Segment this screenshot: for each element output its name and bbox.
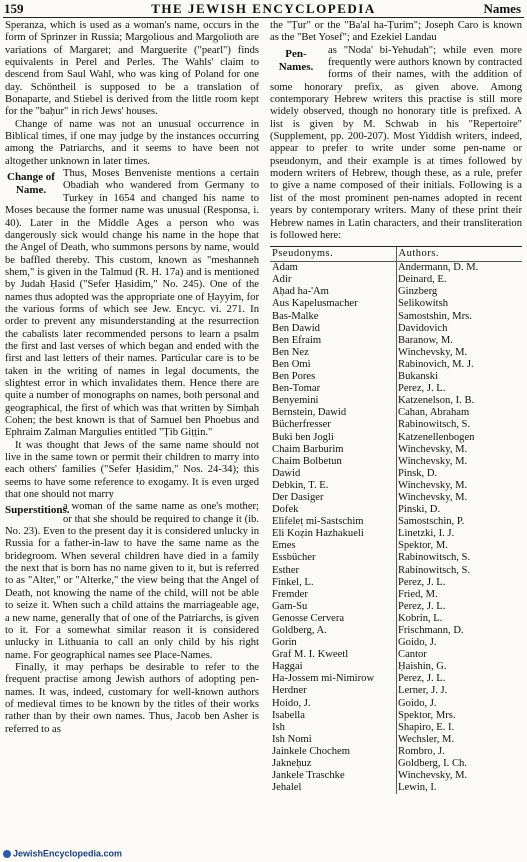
author-cell: Kobrin, L. [398, 612, 443, 624]
table-row [270, 323, 522, 335]
pseudonym-cell: Bücherfresser [272, 419, 331, 431]
pseudonym-cell: Bernstein, Dawid [272, 407, 347, 419]
table-row [270, 685, 522, 697]
sidenote-superstitions: Superstitions. [5, 504, 70, 517]
pseudonym-cell: Dofek [272, 504, 299, 516]
paragraph: Finally, it may perhaps be desirable to refer to the frequent practise among Jewish authors of adopting pen-names. It was, indeed, customary for well-known authors of medieval times to be known by the titles of their works rather than by their own names. Thus, Jacob ben Asher is referred to as [5, 661, 259, 735]
table-body [270, 262, 522, 794]
site-logo-icon [3, 850, 11, 858]
table-row [270, 601, 522, 613]
pseudonym-cell: Aḥad ha-'Am [272, 286, 329, 298]
table-row [270, 565, 522, 577]
table-row [270, 468, 522, 480]
table-header [270, 247, 522, 261]
pseudonym-cell: Ben Omi [272, 358, 311, 370]
author-cell: Winchevsky, M. [398, 443, 468, 455]
pseudonym-cell: Graf M. I. Kweetl [272, 649, 349, 661]
author-cell: Perez, J. L. [398, 383, 446, 395]
table-row [270, 359, 522, 371]
table-row [270, 758, 522, 770]
pseudonym-cell: Adir [272, 274, 292, 286]
author-cell: Ginzberg [398, 286, 438, 298]
author-cell: Samostschin, P. [398, 516, 465, 528]
pseudonym-cell: Hoido, J. [272, 697, 311, 709]
author-cell: Perez, J. L. [398, 673, 446, 685]
pseudonym-cell: Ish [272, 721, 285, 733]
pseudonym-cell: Der Dasiger [272, 491, 324, 503]
table-row [270, 637, 522, 649]
author-cell: Pinski, D. [398, 504, 441, 516]
table-row [270, 625, 522, 637]
table-row [270, 613, 522, 625]
pseudonym-cell: Genosse Cervera [272, 612, 345, 624]
pseudonym-cell: Jainkele Chochem [272, 745, 350, 757]
author-cell: Ḥaishin, G. [398, 661, 447, 673]
table-row [270, 552, 522, 564]
table-row [270, 286, 522, 298]
pseudonym-cell: Emes [272, 540, 296, 552]
pseudonym-cell: Adam [272, 262, 298, 274]
table-row [270, 383, 522, 395]
table-row [270, 589, 522, 601]
table-row [270, 456, 522, 468]
paragraph: as "Noda' bi-Yehudah"; while even more frequently were authors known by contracted forms of their names, with the addition of some honorary prefix, as given above. Among contemporary Hebrew writers this practise is still more widely observed, though no honorary title is prefixed. A list is given by M. Schwab in his "Repertoire" (Supplement, pp. 200-207). Most Yiddish writers, indeed, appear to prefer to write under some pen-name or pseudonym, and their example is at times followed by modern writers of Hebrew, though these, as a rule, prefer to give a name composed of their initials. Following is a list of the most prominent pen-names adopted in recent years by contemporary writers. Many of these print their Hebrew names in Latin characters, and their transliteration is followed here: [270, 44, 522, 241]
pen-names-table [270, 246, 522, 794]
author-cell: Rabinowitsch, S. [398, 564, 471, 576]
author-cell: Goido, J. [398, 637, 437, 649]
table-row [270, 516, 522, 528]
table-row [270, 782, 522, 794]
header-rule [3, 17, 524, 18]
pseudonym-cell: Ben Efraim [272, 334, 322, 346]
author-cell: Rabinowitsch, S. [398, 552, 471, 564]
author-cell: Winchevsky, M. [398, 491, 468, 503]
table-row [270, 444, 522, 456]
sidenote-pen-names: Pen-Names. [278, 47, 314, 73]
pseudonym-cell: Ben-Tomar [272, 383, 321, 395]
paragraph: the "Ṭur" or the "Ba'al ha-Ṭurim"; Joseph Caro is known as the "Bet Yosef"; and Ezekiel Landau [270, 20, 522, 44]
pseudonym-cell: Jakneḥuz [272, 758, 312, 770]
author-cell: Perez, J. L. [398, 576, 446, 588]
pseudonym-cell: Herdner [272, 685, 307, 697]
pseudonym-cell: Jankele Traschke [272, 770, 345, 782]
table-row [270, 734, 522, 746]
table-row [270, 710, 522, 722]
table-row [270, 395, 522, 407]
table-row [270, 673, 522, 685]
author-cell: Davidovich [398, 322, 448, 334]
author-cell: Frischmann, D. [398, 625, 464, 636]
pseudonym-cell: Ish Nomi [272, 733, 312, 745]
author-cell: Goldberg, I. Ch. [398, 758, 467, 770]
author-cell: Spektor, Mrs. [398, 709, 456, 721]
author-cell: Selikowitsh [398, 298, 449, 310]
author-cell: Andermann, D. M. [398, 262, 479, 274]
table-row [270, 335, 522, 347]
table-row [270, 347, 522, 359]
sidenote-change-of-name: Change of Name. [7, 171, 55, 197]
author-cell: Katzenelson, I. B. [398, 395, 475, 407]
pseudonym-cell: Finkel, L. [272, 576, 314, 588]
table-row [270, 419, 522, 431]
table-row [270, 661, 522, 673]
table-row [270, 262, 522, 274]
pseudonym-cell: Gam-Su [272, 600, 308, 612]
pseudonym-cell: Jehalel [272, 782, 302, 794]
pseudonym-cell: Elifeleṭ mi-Sastschim [272, 516, 364, 528]
author-cell: Rabinowitsch, S. [398, 419, 471, 431]
footer [0, 848, 122, 859]
author-cell: Lerner, J. J. [398, 685, 448, 697]
page-header [0, 0, 527, 18]
pseudonyms-header: Pseudonyms. [270, 247, 397, 261]
table-row [270, 371, 522, 383]
paragraph: Thus, Moses Benveniste mentions a certain Obadiah who wandered from Germany to Turkey in 1654 and changed his name to Moses because the former name was unusual (Responsa, i. 40). Later in the Middle Ages a person who was dangerously sick would change his name in the hope that the Angel of Death, who summons persons by name, would be baffled thereby. This custom, known as "meshanneh shem," is given in the Talmud (R. H. 17a) and is mentioned by Judah Ḥasid ("Sefer Ḥasidim," No. 245). One of the names thus adopted was the appropriate one of Ḥayyim, for the various forms of which see Jew. Encyc. vi. 271. In order to prevent any misunderstanding at the resurrection the cabalists later recommended persons to learn a psalm the first and last verses of which began and ended with the first and last letters of their names. Particular care is to be taken in the writing of names in legal documents, the slightest error in which invalidates them. Hence there are quite a number of monographs on names, both personal and geographical, the first of which was that written by Simḥah Cohen; the best known is that of Samuel ben Phoebus and Ephraim Zalman Margulies entitled "Ṭib Giṭṭin." [5, 168, 259, 439]
table-row [270, 492, 522, 504]
right-column [270, 20, 522, 794]
author-cell: Rabinovich, M. J. [398, 358, 474, 370]
table-row [270, 540, 522, 552]
table-row [270, 432, 522, 444]
pseudonym-cell: Ben Pores [272, 371, 316, 383]
pseudonym-cell: Esther [272, 564, 300, 576]
table-row [270, 722, 522, 734]
author-cell: Cantor [398, 649, 427, 661]
authors-header: Authors. [398, 248, 439, 260]
pseudonym-cell: Ben Dawid [272, 322, 320, 334]
pseudonym-cell: Chaim Barburim [272, 443, 344, 455]
table-row [270, 528, 522, 540]
paragraph: a woman of the same name as one's mother; or that she should be required to change it (ib. No. 23). Even to the present day it is considered unlucky in Russia for a father-in-law to have the same name as the bridegroom. When several children have died in a family the next that is born has no name given to it, but is referred to as "Alter," or "Alterke," the view being that the Angel of Death, not knowing the name of the child, will not be able to seize it. When such a child attains the marriageable age, a new name, generally that of one of the Patriarchs, is given to it. For a somewhat similar reason it is considered unlucky in Lithuania to call an only child by his right name. For geographical names see Place-Names. [5, 501, 259, 661]
running-title: THE JEWISH ENCYCLOPEDIA [151, 1, 376, 16]
pseudonym-cell: Ha-Jossem mi-Nimirow [272, 673, 375, 685]
table-row [270, 649, 522, 661]
table-row [270, 311, 522, 323]
author-cell: Winchevsky, M. [398, 455, 468, 467]
author-cell: Winchevsky, M. [398, 479, 468, 491]
table-row [270, 298, 522, 310]
author-cell: Fried, M. [398, 588, 438, 600]
author-cell: Shapiro, E. I. [398, 721, 455, 733]
pseudonym-cell: Bas-Malke [272, 310, 319, 322]
table-row [270, 504, 522, 516]
pseudonym-cell: Fremder [272, 588, 308, 600]
table-row [270, 480, 522, 492]
section-title: Names [483, 1, 521, 16]
table-row [270, 770, 522, 782]
pseudonym-cell: Gorin [272, 637, 297, 649]
author-cell: Pinsk, D. [398, 467, 438, 479]
pseudonym-cell: Essbücher [272, 552, 316, 564]
pseudonym-cell: Debkin, T. E. [272, 479, 329, 491]
author-cell: Winchevsky, M. [398, 770, 468, 782]
pseudonym-cell: Goldberg, A. [272, 625, 327, 636]
pseudonym-cell: Ben Nez [272, 346, 309, 358]
author-cell: Deinard, E. [398, 274, 447, 286]
pseudonym-cell: Chaim Bolbetun [272, 455, 342, 467]
table-row [270, 407, 522, 419]
pseudonym-cell: Haggai [272, 661, 303, 673]
table-row [270, 274, 522, 286]
author-cell: Perez, J. L. [398, 600, 446, 612]
author-cell: Spektor, M. [398, 540, 448, 552]
author-cell: Winchevsky, M. [398, 346, 468, 358]
pseudonym-cell: Aus Kapelusmacher [272, 298, 358, 310]
pseudonym-cell: Eli Koẓin Hazhakueli [272, 528, 364, 540]
author-cell: Katzenellenbogen [398, 431, 475, 443]
author-cell: Lewin, I. [398, 782, 437, 794]
paragraph: Change of name was not an unusual occurrence in Biblical times, if one may judge by the instances occurring among the Patriarchs, and it seems to have been not altogether unknown in later times. [5, 118, 259, 167]
author-cell: Goido, J. [398, 697, 437, 709]
author-cell: Bukanski [398, 371, 439, 383]
pseudonym-cell: Dawid [272, 467, 301, 479]
author-cell: Rombro, J. [398, 745, 445, 757]
author-cell: Baranow, M. [398, 334, 453, 346]
table-row [270, 577, 522, 589]
author-cell: Cahan, Abraham [398, 407, 470, 419]
watermark: JewishEncyclopedia.com [13, 848, 123, 859]
page-number: 159 [4, 1, 24, 16]
table-row [270, 746, 522, 758]
pseudonym-cell: Buki ben Jogli [272, 431, 334, 443]
author-cell: Samostshin, Mrs. [398, 310, 472, 322]
author-cell: Linetzki, I. J. [398, 528, 455, 540]
left-column [5, 20, 259, 736]
paragraph: Speranza, which is used as a woman's name, occurs in the form of Sprinzer in Russia; Margolious and Margolioth are variations of Margaret; and Marguerite ("pearl") finds equivalents in Perel and Perles. The Wahls' claim to descend from Saul Wahl, who was king of Poland for one day. Schöntheil is supposed to be a translation of Bonaparte, and Stiebel is derived from the little room kept for the "baḥur" in rich Jews' houses. [5, 20, 259, 118]
pseudonym-cell: Isabella [272, 709, 305, 721]
author-cell: Wechsler, M. [398, 733, 455, 745]
pseudonym-cell: Benyemini [272, 395, 319, 407]
table-row [270, 698, 522, 710]
paragraph: It was thought that Jews of the same name should not live in the same town or permit their children to marry into each others' families ("Sefer Ḥasidim," Nos. 24-34); this seems to have some reference to exogamy. It is even urged that one should not marry [5, 439, 259, 501]
